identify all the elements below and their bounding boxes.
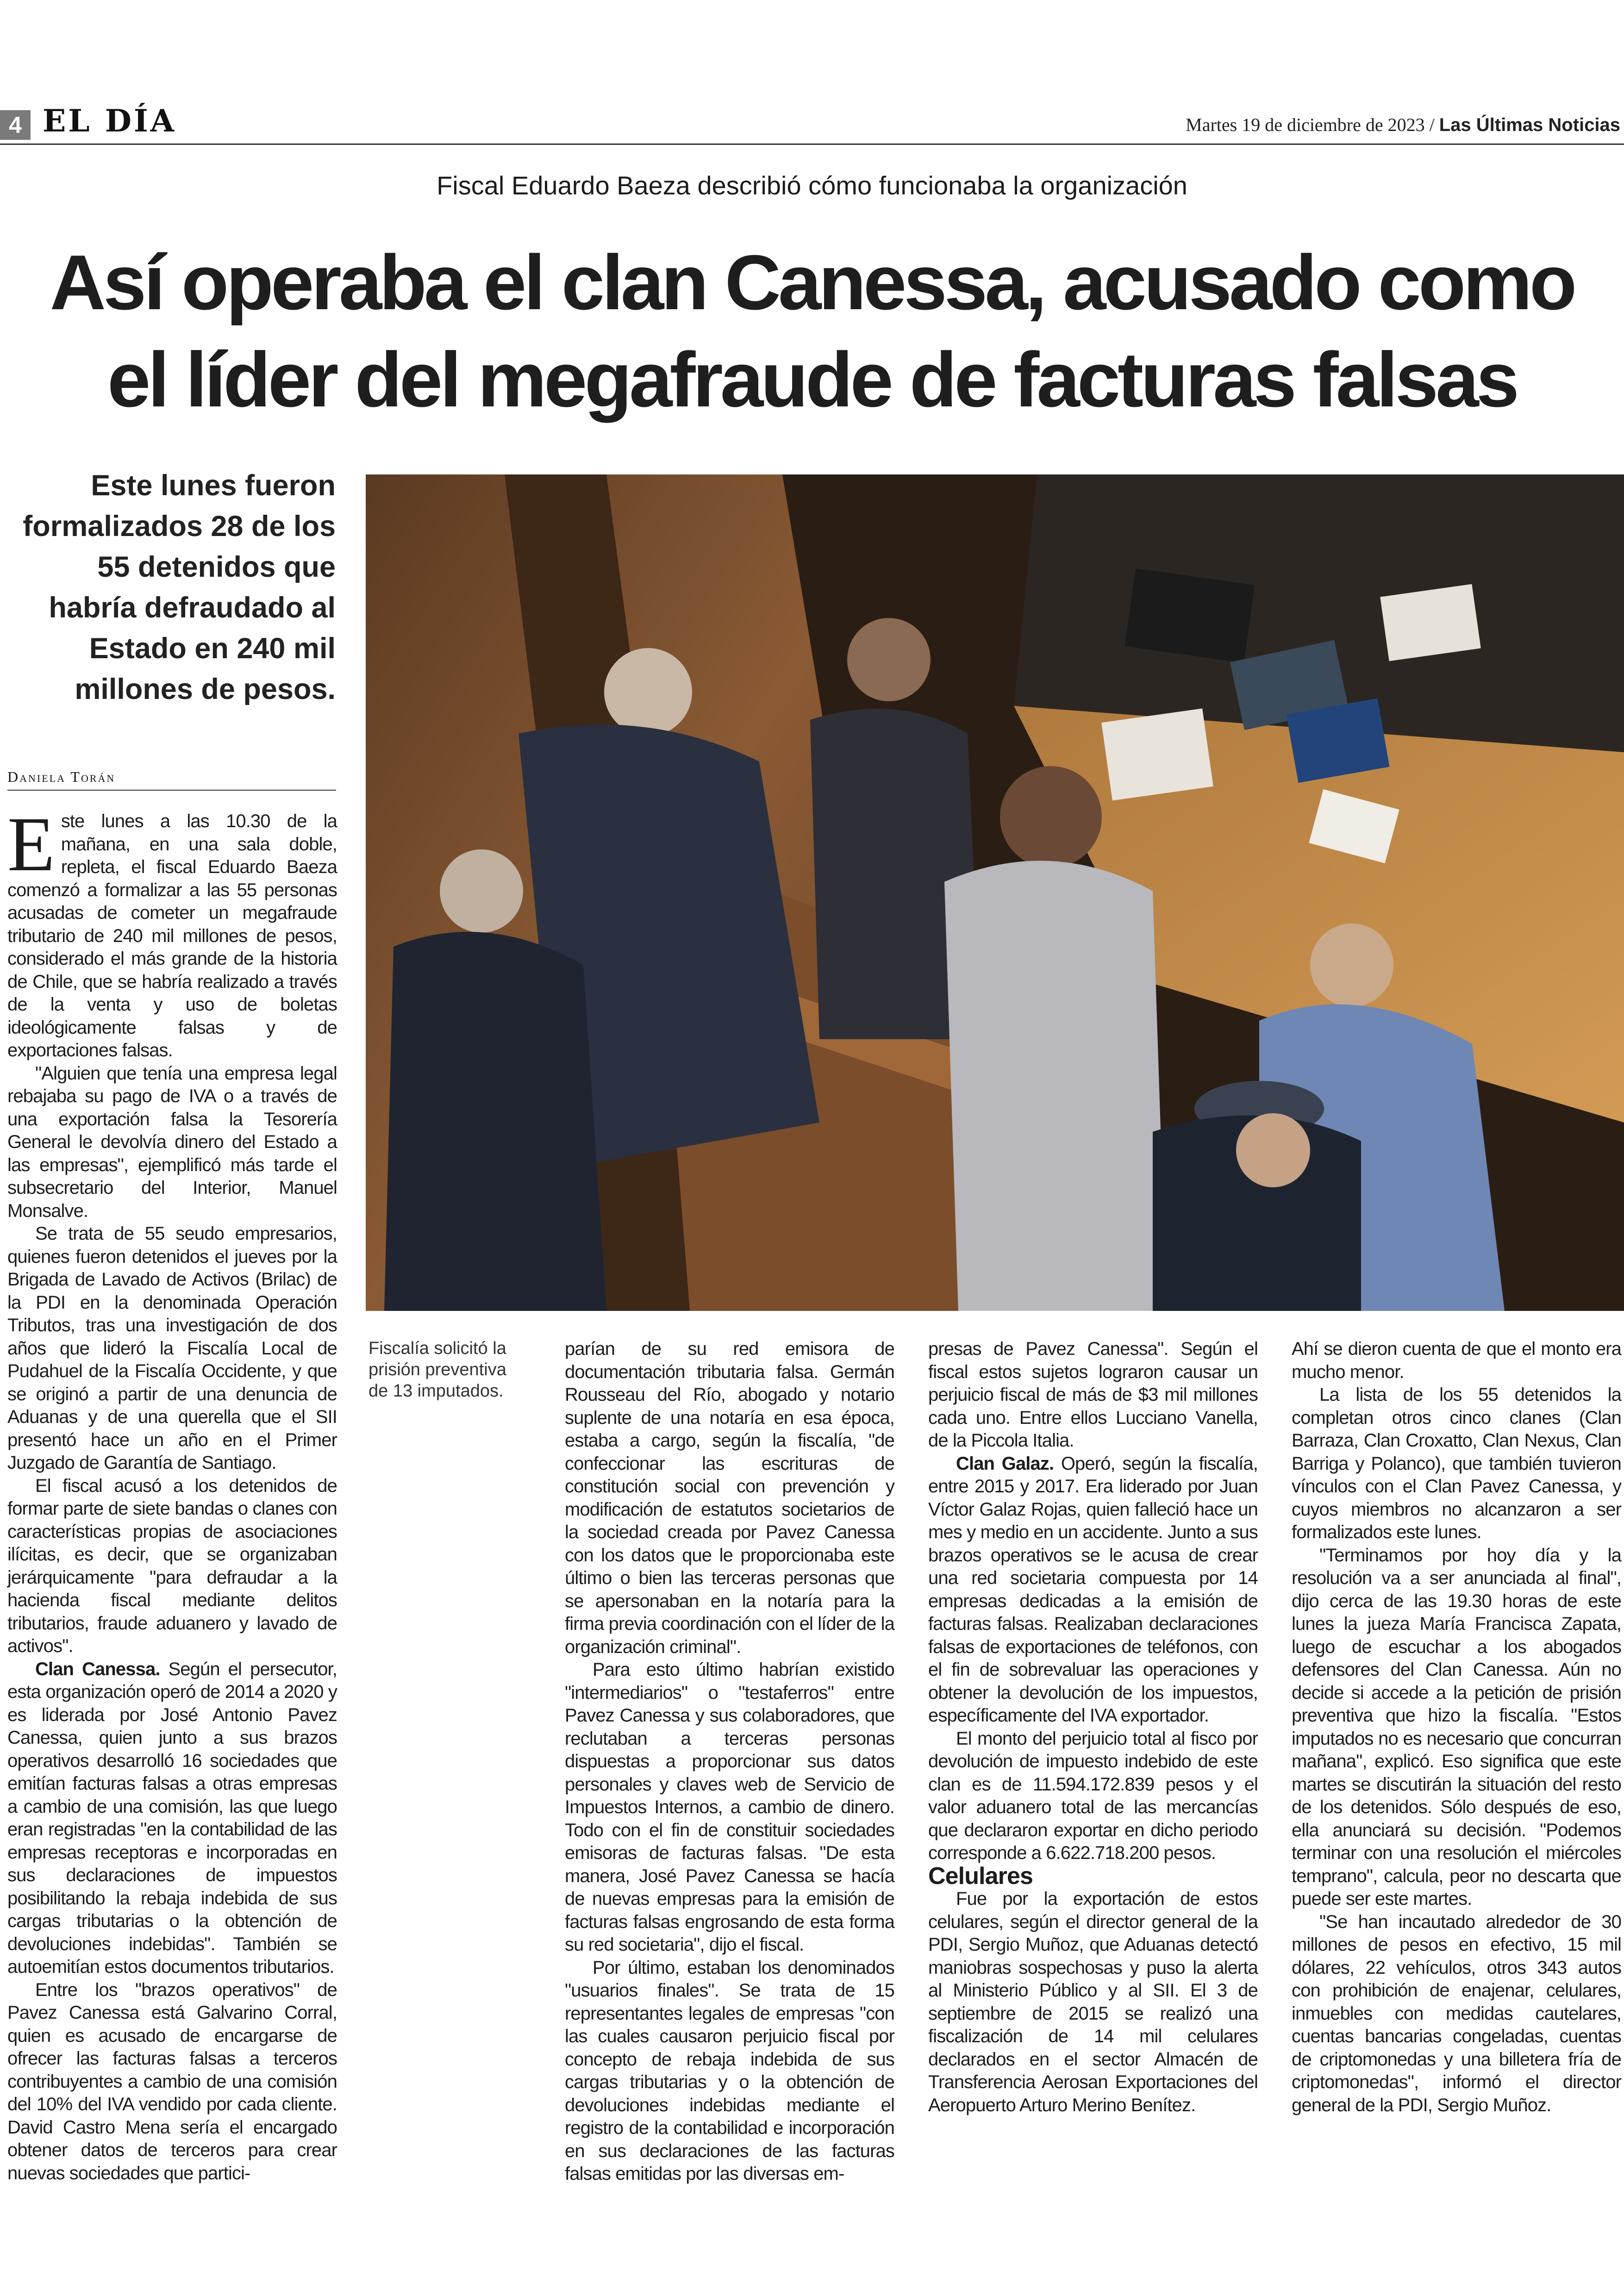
kicker: Fiscal Eduardo Baeza describió cómo funcionaba la organización — [437, 171, 1187, 200]
article-column-4 — [1292, 1338, 1621, 2117]
lead-paragraph: Este lunes fueron formalizados 28 de los 55 detenidos que habría defraudado al Estado en 240 mil millones de pesos. — [23, 469, 336, 705]
dateline — [1186, 114, 1620, 136]
headline-line-1: Así operaba el clan Canessa, acusado como — [50, 239, 1574, 326]
paragraph: presas de Pavez Canessa". Según el fiscal estos sujetos lograron causar un perjuicio fiscal de más de $3 mil millones cada uno. Entre ellos Lucciano Vanella, de la Piccola Italia. — [928, 1339, 1258, 1451]
paragraph: Clan Canessa. Según el persecutor, esta organización operó de 2014 a 2020 y es liderada por José Antonio Pavez Canessa, quien junto a sus brazos operativos desarrolló 16 sociedades que emitían facturas falsas a otras empresas a cambio de una comisión, las que luego eran registradas "en la contabilidad de las empresas receptoras e incorporadas en sus declaraciones de impuestos posibilitando la rebaja indebida de sus cargas tributarias o la obtención de devoluciones indebidas". También se autoemitían estos documentos tributarios. — [7, 1659, 337, 1977]
article-column-3 — [928, 1338, 1258, 2117]
paragraph: Para esto último habrían existido "intermediarios" o "testaferros" entre Pavez Canessa y sus colaboradores, que reclutaban a terceras personas dispuestas a proporcionar sus datos personales y claves web de Servicio de Impuestos Internos, a cambio de dinero. Todo con el fin de constituir sociedades emisoras de facturas falsas. "De esta manera, José Pavez Canessa se hacía de nuevas empresas para la emisión de facturas falsas engrosando de esta forma su red societaria", dijo el fiscal. — [565, 1659, 894, 1955]
header-rule — [0, 143, 1624, 145]
byline: Daniela Torán — [7, 768, 116, 785]
paragraph: parían de su red emisora de documentación tributaria falsa. Germán Rousseau del Río, abogado y notario suplente de una notaría en esa época, estaba a cargo, según la fiscalía, "de confeccionar las escrituras de constitución social con prevención y modificación de estatutos societarios de la sociedad creada por Pavez Canessa con los datos que le proporcionaba este último o bien las terceras personas que se apersonaban en la notaría para la firma previa coordinación con el líder de la organización criminal". — [565, 1339, 894, 1657]
courtroom-photo — [366, 474, 1624, 1311]
paragraph: Clan Galaz. Operó, según la fiscalía, entre 2015 y 2017. Era liderado por Juan Víctor Galaz Rojas, quien falleció hace un mes y medio en un accidente. Junto a sus brazos operativos se le acusa de crear una red societaria compuesta por 14 empresas dedicadas a la emisión de facturas falsas. Realizaban declaraciones falsas de exportaciones de teléfonos, con el fin de sobrevaluar las operaciones y obtener la devolución de los impuestos, específicamente del IVA exportador. — [928, 1453, 1258, 1726]
paragraph: Este lunes a las 10.30 de la mañana, en una sala doble, repleta, el fiscal Eduardo Baeza comenzó a formalizar a las 55 personas acusadas de cometer un megafraude tributario de 240 mil millones de pesos, considerado el más grande de la historia de Chile, que se habría realizado a través de la venta y uso de boletas ideológicamente falsas y de exportaciones falsas. — [7, 801, 337, 1060]
byline-rule — [7, 790, 336, 791]
headline-line-2: el líder del megafraude de facturas falsas — [107, 336, 1517, 423]
page-number: 4 — [0, 110, 31, 140]
paragraph: Se trata de 55 seudo empresarios, quienes fueron detenidos el jueves por la Brigada de Lavado de Activos (Brilac) de la PDI en la denominada Operación Tributos, tras una investigación de dos años que lideró la Fiscalía Local de Pudahuel de la Fiscalía Occidente, y que se originó a partir de una denuncia de Aduanas y de una querella que el SII presentó hace un año en el Primer Juzgado de Garantía de Santiago. — [7, 1223, 337, 1473]
section-title: EL DÍA — [43, 103, 177, 139]
paragraph: Fue por la exportación de estos celulares, según el director general de la PDI, Sergio Muñoz, que Aduanas detectó maniobras sospechosas y puso la alerta al Ministerio Público y al SII. El 3 de septiembre de 2015 se realizó una fiscalización de 14 mil celulares declarados en el sector Almacén de Transferencia Aerosan Exportaciones del Aeropuerto Arturo Merino Benítez. — [928, 1889, 1258, 2115]
drop-cap: E — [7, 801, 55, 887]
paragraph: "Alguien que tenía una empresa legal rebajaba su pago de IVA o a través de una exportación falsa la Tesorería General le devolvía dinero del Estado a las empresas", ejemplificó más tarde el subsecretario del Interior, Manuel Monsalve. — [7, 1063, 337, 1221]
subheading: Celulares — [928, 1862, 1033, 1890]
paragraph: Ahí se dieron cuenta de que el monto era mucho menor. — [1292, 1339, 1621, 1382]
article-column-2 — [565, 1338, 894, 2186]
clan-label: Clan Canessa. — [35, 1659, 160, 1679]
issue-date: Martes 19 de diciembre de 2023 / — [1186, 114, 1435, 135]
photo-caption: Fiscalía solicitó la prisión preventiva de 13 imputados. — [369, 1339, 506, 1401]
paragraph: Por último, estaban los denominados "usuarios finales". Se trata de 15 representantes legales de empresas "con las cuales causaron perjuicio fiscal por concepto de rebaja indebida de sus cargas tributarias y o la obtención de devoluciones indebidas mediante el registro de la contabilidad e incorporación en sus declaraciones de las facturas falsas emitidas por las diversas em- — [565, 1957, 894, 2184]
publication-name: Las Últimas Noticias — [1439, 115, 1620, 135]
headline — [0, 234, 1624, 428]
paragraph: El fiscal acusó a los detenidos de formar parte de siete bandas o clanes con características propias de asociaciones ilícitas, es decir, que se organizaban jerárquicamente "para defraudar a la hacienda fiscal mediante delitos tributarios, fraude aduanero y lavado de activos". — [7, 1475, 337, 1656]
paragraph: "Terminamos por hoy día y la resolución va a ser anunciada al final", dijo cerca de las 19.30 horas de este lunes la jueza María Francisca Zapata, luego de escuchar a los abogados defensores del Clan Canessa. Aún no decide si accede a la petición de prisión preventiva que hizo la fiscalía. "Estos imputados no es necesario que concurran mañana", explicó. Eso significa que este martes se discutirán la situación del resto de los detenidos. Sólo después de eso, ella anunciará su decisión. "Podemos terminar con una resolución el miércoles temprano", calcula, peor no descarta que puede ser este martes. — [1292, 1545, 1621, 1909]
paragraph: El monto del perjuicio total al fisco por devolución de impuesto indebido de este clan es de 11.594.172.839 pesos y el valor aduanero total de las mercancías que declararon exportar en dicho periodo corresponde a 6.622.718.200 pesos. — [928, 1728, 1258, 1863]
paragraph: La lista de los 55 detenidos la completan otros cinco clanes (Clan Barraza, Clan Croxatto, Clan Nexus, Clan Barriga y Polanco), que también tuvieron vínculos con el Clan Pavez Canessa, y cuyos miembros no alcanzaron a ser formalizados este lunes. — [1292, 1384, 1621, 1542]
paragraph: "Se han incautado alrededor de 30 millones de pesos en efectivo, 15 mil dólares, 22 vehículos, otros 343 autos con prohibición de enajenar, celulares, inmuebles con medidas cautelares, cuentas bancarias congeladas, cuentas de criptomonedas y una billetera fría de criptomonedas", informó el director general de la PDI, Sergio Muñoz. — [1292, 1911, 1621, 2115]
clan-label: Clan Galaz. — [956, 1453, 1054, 1474]
paragraph: Entre los "brazos operativos" de Pavez Canessa está Galvarino Corral, quien es acusado de encargarse de ofrecer las facturas falsas a terceros contribuyentes a cambio de una comisión del 10% del IVA vendido por cada cliente. David Castro Mena sería el encargado obtener datos de terceros para crear nuevas sociedades que partici- — [7, 1979, 337, 2183]
article-column-1 — [7, 801, 337, 2185]
